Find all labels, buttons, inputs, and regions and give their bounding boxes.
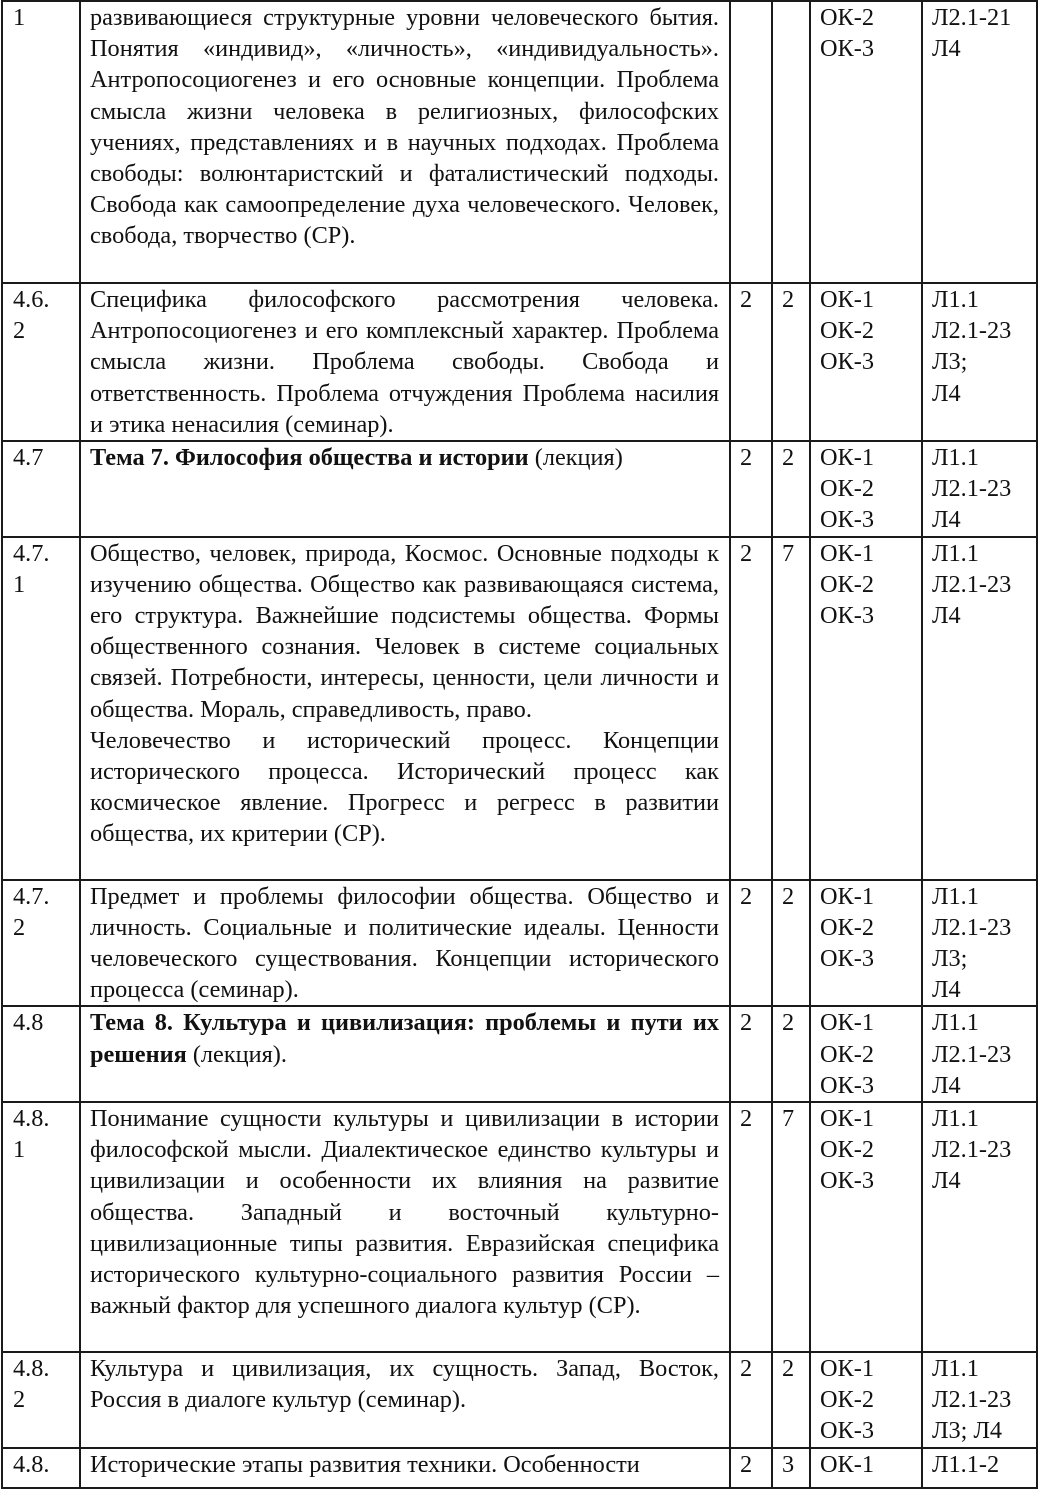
topic-paragraph: развивающиеся структурные уровни человеческого бытия. Понятия «индивид», «личность», «индивидуальность». Антропосоциогенез и его основные концепции. Проблема смысла жизни человека в религиозных, философских учениях, представлениях и в научных подходах. Проблема свободы: волюнтаристский и фаталистический подходы. Свобода как самоопределение духа человеческого. Человек, свобода, творчество (СР). [90,4,719,250]
literature-ref: Л1.1 [932,286,979,313]
topic-cell [80,1006,730,1102]
competency-code: ОК-1 [820,444,874,472]
literature-ref: Л2.1-23 [932,475,1012,503]
literature-ref: Л4 [932,35,961,63]
literature-ref: Л3; [932,348,968,376]
literature-ref: Л1.1 [932,1009,979,1037]
table-row [2,1448,1037,1488]
row-number: 4.6. 2 [13,286,50,345]
hours-cell-2 [772,1352,810,1448]
table-row [2,441,1037,537]
competencies-cell [810,441,922,537]
table-body [2,1,1037,1488]
table-row [2,880,1037,1007]
row-number: 4.7. 2 [13,882,50,941]
literature-ref: Л1.1 [932,539,979,567]
table-row [2,1102,1037,1352]
hours-value-1: 2 [740,444,753,472]
literature-ref: Л4 [932,1167,961,1195]
hours-cell-2 [772,1006,810,1102]
row-number: 1 [13,4,26,31]
row-number-cell [2,1102,80,1352]
competency-code: ОК-2 [820,1040,874,1068]
competency-code: ОК-2 [820,1136,874,1164]
topic-title-bold: Тема 7. Философия общества и истории [90,444,529,472]
literature-ref: Л2.1-23 [932,1386,1012,1414]
topic-paragraph: Предмет и проблемы философии общества. Общество и личность. Социальные и политические идеалы. Ценности человеческого существования. Концепции исторического процесса (семинар). [90,882,719,1004]
hours-cell-2 [772,537,810,880]
topic-paragraph: Специфика философского рассмотрения человека. Антропосоциогенез и его комплексный характер. Проблема смысла жизни. Проблема свободы. Свобода и ответственность. Проблема отчуждения Проблема насилия и этика ненасилия (семинар). [90,286,719,438]
literature-ref: Л4 [932,379,961,407]
competency-code: ОК-1 [820,1009,874,1037]
competencies-cell [810,1448,922,1488]
literature-ref: Л3; Л4 [932,1417,1003,1445]
row-number-cell [2,537,80,880]
literature-ref: Л2.1-21 [932,4,1012,31]
hours-cell-2 [772,880,810,1007]
table-row [2,1006,1037,1102]
row-number-cell [2,880,80,1007]
literature-cell [922,1352,1037,1448]
topic-cell [80,537,730,880]
competency-code: ОК-3 [820,35,874,63]
hours-value-1: 2 [740,1105,753,1133]
hours-value-1: 2 [740,1355,753,1383]
row-number: 4.7 [13,444,44,472]
literature-cell [922,1448,1037,1488]
hours-value-2: 2 [782,286,795,313]
literature-ref: Л4 [932,1071,961,1099]
hours-cell-1 [730,880,772,1007]
literature-ref: Л4 [932,602,961,630]
literature-cell [922,283,1037,441]
row-number-cell [2,1448,80,1488]
competency-code: ОК-3 [820,506,874,534]
literature-ref: Л1.1 [932,1355,979,1383]
hours-value-2: 2 [782,882,795,910]
row-number: 4.7. 1 [13,539,50,598]
literature-ref: Л4 [932,506,961,534]
competencies-cell [810,283,922,441]
literature-cell [922,537,1037,880]
row-number: 4.8. 2 [13,1355,50,1414]
table-row [2,1,1037,283]
topic-cell [80,1352,730,1448]
hours-value-2: 7 [782,539,795,567]
competencies-cell [810,1006,922,1102]
competency-code: ОК-3 [820,602,874,630]
competency-code: ОК-2 [820,570,874,598]
literature-ref: Л3; [932,945,968,973]
literature-ref: Л1.1 [932,1105,979,1133]
hours-cell-1 [730,1006,772,1102]
competency-code: ОК-1 [820,1105,874,1133]
topic-title-note: (лекция). [186,1040,287,1068]
topic-paragraph: Исторические этапы развития техники. Особенности [90,1450,640,1478]
hours-value-2: 3 [782,1450,795,1478]
hours-value-1: 2 [740,1009,753,1037]
topic-title [90,442,719,473]
competency-code: ОК-2 [820,1386,874,1414]
table-row [2,537,1037,880]
literature-cell [922,1102,1037,1352]
literature-cell [922,441,1037,537]
hours-value-1: 2 [740,539,753,567]
hours-value-2: 2 [782,1009,795,1037]
literature-cell [922,880,1037,1007]
literature-ref: Л2.1-23 [932,1040,1012,1068]
topic-paragraph: Культура и цивилизация, их сущность. Запад, Восток, Россия в диалоге культур (семинар). [90,1355,719,1414]
hours-value-1: 2 [740,286,753,313]
literature-ref: Л1.1-2 [932,1450,1000,1478]
competencies-cell [810,880,922,1007]
literature-ref: Л2.1-23 [932,317,1012,345]
competency-code: ОК-3 [820,1071,874,1099]
hours-cell-1 [730,441,772,537]
row-number: 4.8. [13,1450,50,1478]
competency-code: ОК-3 [820,1417,874,1445]
topic-cell [80,283,730,441]
topic-title [90,1007,719,1069]
competency-code: ОК-1 [820,1355,874,1383]
topic-cell [80,1102,730,1352]
hours-value-2: 2 [782,1355,795,1383]
literature-ref: Л1.1 [932,444,979,472]
row-number-cell [2,283,80,441]
topic-cell [80,1448,730,1488]
competencies-cell [810,1,922,283]
row-number: 4.8. 1 [13,1105,50,1164]
literature-cell [922,1,1037,283]
competency-code: ОК-1 [820,1450,874,1478]
row-number-cell [2,1352,80,1448]
topic-cell [80,441,730,537]
hours-cell-1 [730,1,772,283]
competency-code: ОК-3 [820,945,874,973]
competency-code: ОК-2 [820,475,874,503]
competency-code: ОК-3 [820,348,874,376]
topic-paragraph: Человечество и исторический процесс. Концепции исторического процесса. Исторический процесс как космическое явление. Прогресс и регресс в развитии общества, их критерии (СР). [90,726,719,848]
hours-cell-1 [730,1102,772,1352]
row-number-cell [2,441,80,537]
competencies-cell [810,1102,922,1352]
topic-paragraph: Понимание сущности культуры и цивилизации в истории философской мысли. Диалектическое единство культуры и цивилизации и особенности их влияния на развитие общества. Западный и восточный культурно-цивилизационные типы развития. Евразийская специфика исторического культурно-социального развития России – важный фактор для успешного диалога культур (СР). [90,1105,719,1320]
competencies-cell [810,537,922,880]
row-number-cell [2,1,80,283]
competency-code: ОК-1 [820,539,874,567]
literature-ref: Л4 [932,976,961,1004]
competency-code: ОК-2 [820,317,874,345]
hours-cell-1 [730,1448,772,1488]
competency-code: ОК-1 [820,882,874,910]
hours-value-2: 2 [782,444,795,472]
competency-code: ОК-1 [820,286,874,313]
competencies-cell [810,1352,922,1448]
literature-cell [922,1006,1037,1102]
table-row [2,1352,1037,1448]
hours-cell-1 [730,537,772,880]
topic-cell [80,880,730,1007]
hours-cell-2 [772,1102,810,1352]
topic-title-note: (лекция) [528,444,623,472]
table-row [2,283,1037,441]
hours-cell-2 [772,1,810,283]
row-number-cell [2,1006,80,1102]
hours-value-1: 2 [740,1450,753,1478]
hours-cell-1 [730,1352,772,1448]
hours-cell-2 [772,1448,810,1488]
literature-ref: Л1.1 [932,882,979,910]
hours-value-1: 2 [740,882,753,910]
literature-ref: Л2.1-23 [932,913,1012,941]
topic-paragraph: Общество, человек, природа, Космос. Основные подходы к изучению общества. Общество как развивающаяся система, его структура. Важнейшие подсистемы общества. Формы общественного сознания. Человек в системе социальных связей. Потребности, интересы, ценности, цели личности и общества. Мораль, справедливость, право. [90,539,719,723]
hours-value-2: 7 [782,1105,795,1133]
topic-cell [80,1,730,283]
literature-ref: Л2.1-23 [932,1136,1012,1164]
competency-code: ОК-2 [820,4,874,31]
literature-ref: Л2.1-23 [932,570,1012,598]
competency-code: ОК-2 [820,913,874,941]
competency-code: ОК-3 [820,1167,874,1195]
hours-cell-2 [772,283,810,441]
row-number: 4.8 [13,1009,44,1037]
topic-title-bold: Тема 8. Культура и цивилизация: проблемы и пути их решения [90,1009,719,1068]
hours-cell-1 [730,283,772,441]
curriculum-table [1,0,1038,1489]
hours-cell-2 [772,441,810,537]
